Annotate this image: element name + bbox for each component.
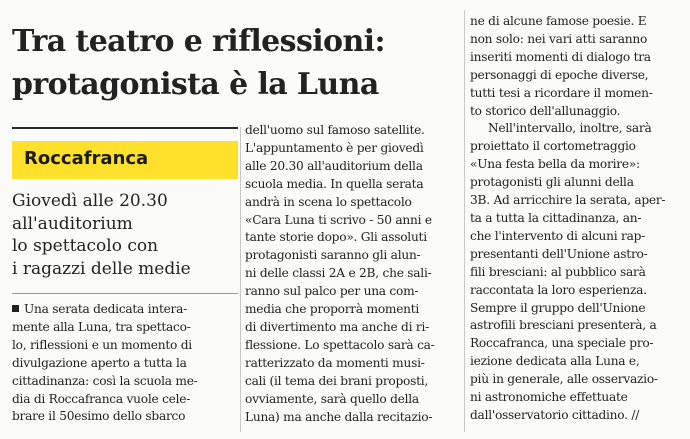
text-line: to storico dell'allunaggio. <box>470 103 621 118</box>
text-line: protagonisti gli alunni della <box>470 175 634 190</box>
location-tag <box>12 141 238 179</box>
text-line: media che proporrà momenti <box>245 302 420 317</box>
location-tag-label: Roccafranca <box>24 148 149 169</box>
text-line: mente alla Luna, tra spettaco- <box>12 319 191 334</box>
column-rule-1 <box>240 127 241 432</box>
article-column-3 <box>470 13 665 425</box>
text-line: andrà in scena lo spettacolo <box>245 194 412 209</box>
text-line: 3B. Ad arricchire la serata, aper- <box>470 193 666 208</box>
text-line: «Una festa bella da morire»: <box>470 157 640 172</box>
text-line: lo, riflessioni e un momento di <box>12 337 192 352</box>
subheadline <box>12 190 238 280</box>
article-column-2 <box>245 122 435 426</box>
text-line: raccontata la loro esperienza. <box>470 282 647 297</box>
text-line: dall'osservatorio cittadino. // <box>470 407 640 422</box>
text-line: ta a tutta la cittadinanza, an- <box>470 210 642 225</box>
text-line: ovviamente, sarà quello della <box>245 391 419 406</box>
text-line: proiettato il cortometraggio <box>470 139 636 154</box>
section-top-rule <box>12 127 238 129</box>
text-line: scuola media. In quella serata <box>245 176 424 191</box>
text-line: Sempre il gruppo dell'Unione <box>470 300 646 315</box>
headline <box>12 20 452 106</box>
text-line: divulgazione aperto a tutta la <box>12 355 187 370</box>
column-rule-2 <box>464 10 465 432</box>
text-line: protagonisti saranno gli alun- <box>245 248 421 263</box>
article-column-1 <box>12 301 198 426</box>
text-line: dell'uomo sul famoso satellite. <box>245 123 425 137</box>
text-line: Roccafranca, una speciale pro- <box>470 336 654 351</box>
text-line: iezione dedicata alla Luna e, <box>470 354 640 369</box>
text-line: astrofili bresciani presenterà, a <box>470 318 657 333</box>
text-line-content: Una serata dedicata intera- <box>24 302 188 316</box>
text-line: Nell'intervallo, inoltre, sarà <box>488 121 652 136</box>
text-line: alle 20.30 all'auditorium della <box>245 158 423 173</box>
text-line: inseriti momenti di dialogo tra <box>470 49 651 64</box>
text-line: fili bresciani: al pubblico sarà <box>470 264 646 279</box>
subhead-line-2: all'auditorium <box>12 213 133 234</box>
subhead-line-4: i ragazzi delle medie <box>12 258 191 279</box>
text-line <box>12 301 198 319</box>
text-line: «Cara Luna ti scrivo - 50 anni e <box>245 212 432 227</box>
text-line: di divertimento ma anche di ri- <box>245 319 429 334</box>
text-line: personaggi di epoche diverse, <box>470 67 649 82</box>
text-line: ni astronomiche effettuate <box>470 390 628 405</box>
text-line: tutti tesi a ricordare il momen- <box>470 85 653 100</box>
text-line: brare il 50esimo dello sbarco <box>12 409 186 424</box>
text-line: non solo: nei vari atti saranno <box>470 31 648 46</box>
text-line: dia di Roccafranca vuole cele- <box>12 391 191 406</box>
text-line: Luna) ma anche dalla recitazio- <box>245 409 433 424</box>
text-line: L'appuntamento è per giovedì <box>245 140 424 155</box>
headline-line-2: protagonista è la Luna <box>12 67 379 102</box>
text-line: più in generale, alle osservazio- <box>470 372 658 387</box>
text-line: che l'intervento di alcuni rap- <box>470 228 646 243</box>
text-line: presentanti dell'Unione astro- <box>470 246 648 261</box>
text-line: cali (il tema dei brani proposti, <box>245 373 429 388</box>
subhead-separator <box>12 293 238 294</box>
text-line: ni delle classi 2A e 2B, che sali- <box>245 266 432 281</box>
text-line: flessione. Lo spettacolo sarà ca- <box>245 337 435 352</box>
text-line: tante storie dopo». Gli assoluti <box>245 230 427 245</box>
bullet-square-icon <box>12 305 19 312</box>
text-line: ranno sul palco per una com- <box>245 284 419 299</box>
subhead-line-3: lo spettacolo con <box>12 236 159 256</box>
text-line: ratterizzato da momenti musi- <box>245 355 425 370</box>
text-line: ne di alcune famose poesie. E <box>470 14 647 28</box>
subhead-line-1: Giovedì alle 20.30 <box>12 191 168 211</box>
headline-line-1: Tra teatro e riflessioni: <box>12 24 385 59</box>
text-line: cittadinanza: così la scuola me- <box>12 373 198 388</box>
